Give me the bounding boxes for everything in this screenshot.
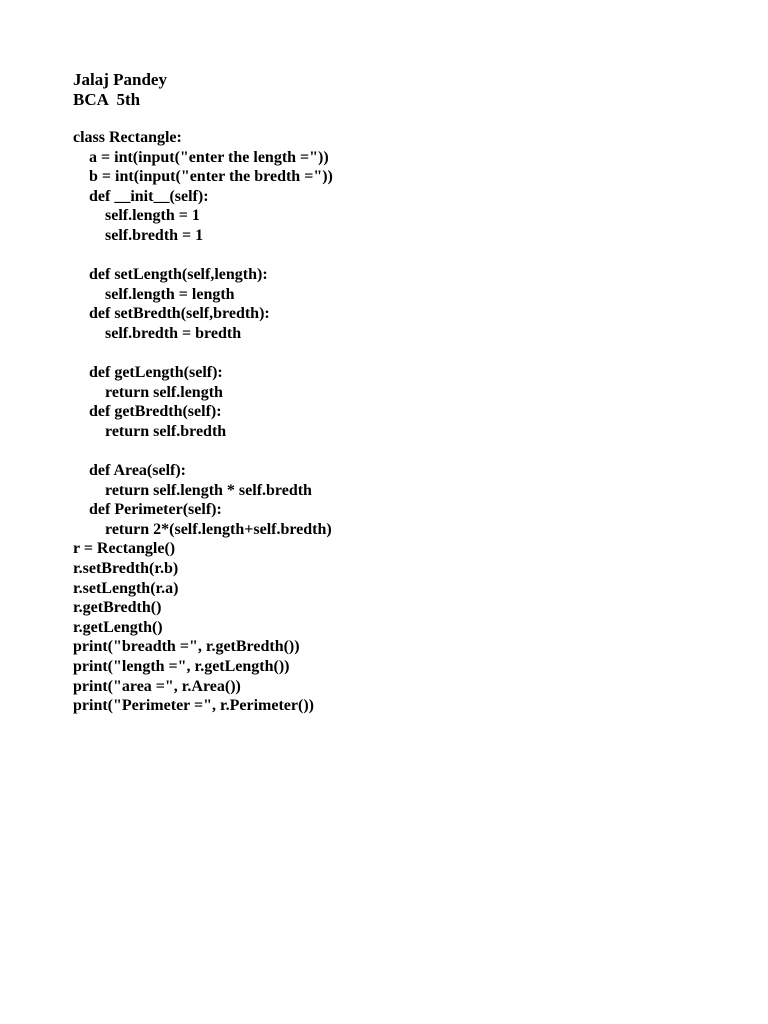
course-label: BCA 5th	[73, 89, 141, 109]
code-line: def getLength(self):	[73, 364, 223, 382]
code-line: print("length =", r.getLength())	[73, 658, 290, 676]
code-line: return 2*(self.length+self.bredth)	[73, 520, 332, 538]
code-line: print("breadth =", r.getBredth())	[73, 638, 300, 656]
code-line: print("area =", r.Area())	[73, 677, 241, 695]
code-line: r.getLength()	[73, 618, 163, 636]
code-line: self.length = length	[73, 285, 235, 303]
author-name: Jalaj Pandey	[73, 70, 167, 89]
code-line	[73, 246, 333, 266]
code-line: r.setBredth(r.b)	[73, 560, 179, 578]
code-line: return self.length	[73, 383, 223, 401]
code-line: self.length = 1	[73, 207, 200, 225]
code-line: class Rectangle:	[73, 129, 182, 146]
code-line: r.getBredth()	[73, 599, 162, 617]
code-block	[73, 128, 333, 716]
code-line: return self.bredth	[73, 422, 227, 440]
code-line: b = int(input("enter the bredth ="))	[73, 168, 333, 186]
code-line: a = int(input("enter the length ="))	[73, 148, 329, 166]
code-line	[73, 344, 333, 364]
code-line: self.bredth = 1	[73, 226, 204, 244]
code-line: def Perimeter(self):	[73, 501, 222, 519]
code-line	[73, 442, 333, 462]
code-line: return self.length * self.bredth	[73, 481, 312, 499]
code-line: def setBredth(self,bredth):	[73, 305, 270, 323]
document-header	[73, 70, 167, 109]
code-line: def getBredth(self):	[73, 403, 222, 421]
code-line: r = Rectangle()	[73, 540, 176, 558]
code-line: print("Perimeter =", r.Perimeter())	[73, 697, 314, 715]
code-line: def setLength(self,length):	[73, 266, 268, 284]
code-line: def Area(self):	[73, 462, 186, 480]
code-line: self.bredth = bredth	[73, 324, 242, 342]
code-line: def __init__(self):	[73, 187, 209, 205]
code-line: r.setLength(r.a)	[73, 579, 179, 597]
